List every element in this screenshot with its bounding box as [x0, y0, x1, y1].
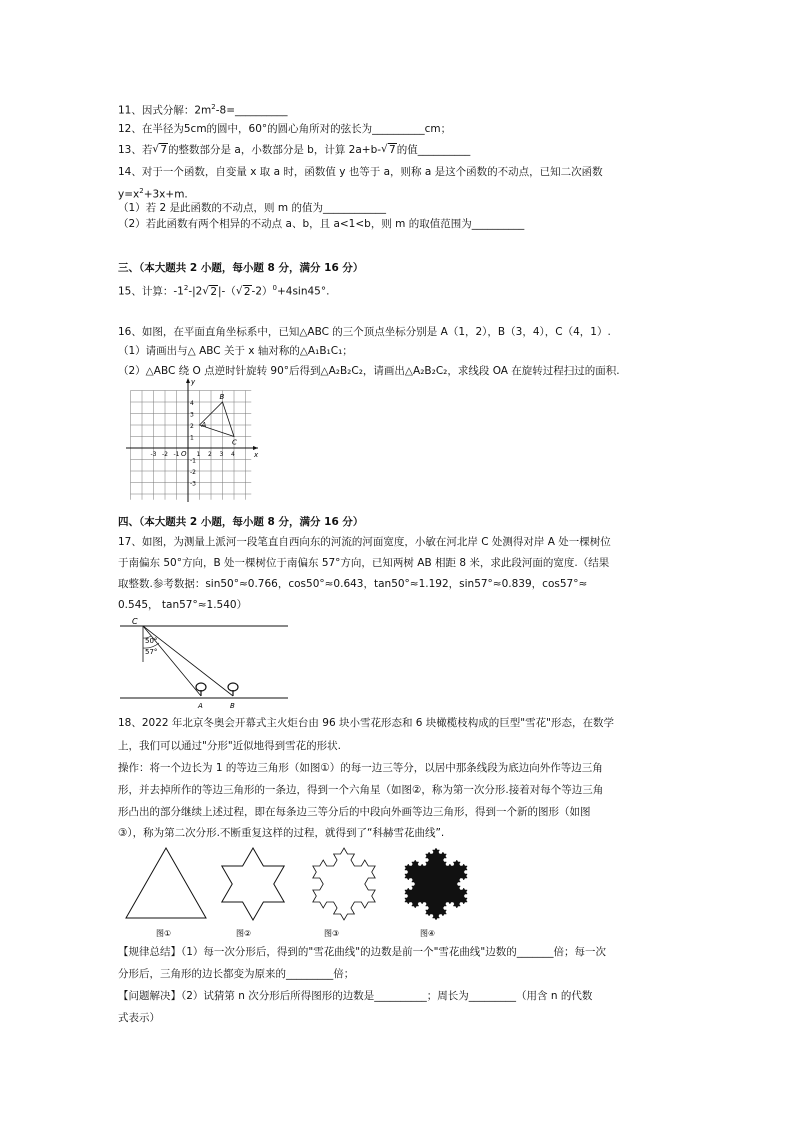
x-tick-label: 4: [231, 451, 235, 458]
question-15: 15、计算：$-1^2-|2√$ 2|-（√ 2-2）$^0$+4sin45°.: [118, 281, 329, 300]
question-18-line5: 形凸出的部分继续上述过程，即在每条边三等分后的中段向外画等边三角形，得到一个新的图形（如图: [118, 806, 591, 818]
y-tick-label: 1: [190, 434, 194, 442]
question-18-line2: 上，我们可以通过"分形"近似地得到雪花的形状.: [118, 740, 341, 752]
problem-solving-line1: 【问题解决】（2）试猜第 n 次分形后所得图形的边数是__________；周长为_________（用含 n 的代数: [118, 990, 593, 1002]
x-tick-label: -3: [150, 451, 157, 458]
section-4-heading: 四、（本大题共 2 小题，每小题 8 分，满分 16 分）: [118, 516, 364, 528]
angle-50-label: 50°: [145, 637, 158, 645]
question-16-part2: （2）△ABC 绕 O 点逆时针旋转 90°后得到△A₂B₂C₂，请画出△A₂B₂C₂，求线段 OA 在旋转过程扫过的面积.: [118, 365, 620, 377]
problem-solving-line2: 式表示）: [118, 1012, 160, 1024]
triangle-abc: [200, 402, 235, 437]
caption-figure-3: 图③: [324, 929, 340, 938]
question-16-part1: （1）请画出与△ ABC 关于 x 轴对称的△A₁B₁C₁；: [118, 345, 353, 357]
angle-57-label: 57°: [145, 648, 158, 656]
y-tick-label: -1: [190, 457, 196, 465]
question-17-line2: 于南偏东 50°方向，B 处一棵树位于南偏东 57°方向，已知两树 AB 相距 8 米，求此段河面的宽度.（结果: [118, 557, 610, 569]
y-tick-labels: [190, 400, 196, 488]
x-tick-label: 1: [196, 451, 201, 458]
question-13: 13、若√ 7的整数部分是 a，小数部分是 b，计算 2a+b-√ 7的值__________: [118, 143, 470, 158]
y-tick-label: 3: [190, 411, 194, 419]
rule-summary-line2: 分形后，三角形的边长都变为原来的_________倍；: [118, 968, 355, 980]
point-b-label: B: [230, 702, 235, 710]
vertex-label-b: B: [219, 393, 225, 401]
x-tick-label: -2: [162, 451, 168, 458]
figure-3-koch: [313, 848, 375, 920]
question-14-part1: （1）若 2 是此函数的不动点，则 m 的值为____________: [118, 202, 386, 214]
y-tick-label: -3: [190, 480, 196, 488]
x-tick-label: -1: [173, 451, 180, 458]
question-12: 12、在半径为5cm的圆中，60°的圆心角所对的弦长为__________cm；: [118, 123, 452, 135]
question-14-function: $y=x^2+3x+m$.: [118, 187, 188, 201]
x-axis-label: x: [254, 451, 259, 459]
question-17-line4: 0.545， tan57°≈1.540）: [118, 599, 248, 611]
point-c-label: C: [132, 617, 138, 626]
vertex-label-a: A: [201, 421, 207, 429]
question-18-line6: ③），称为第二次分形.不断重复这样的过程，就得到了“科赫雪花曲线”.: [118, 827, 445, 839]
figure-2-star: [222, 848, 284, 920]
question-18-line3: 操作：将一个边长为 1 的等边三角形（如图①）的每一边三等分，以居中那条线段为底边向外作等边三角: [118, 762, 603, 774]
caption-figure-1: 图①: [156, 929, 172, 938]
y-axis-arrow: [186, 378, 190, 383]
question-18-line1: 18、2022 年北京冬奥会开幕式主火炬台由 96 块小雪花形态和 6 块橄榄枝构成的巨型"雪花"形态，在数学: [118, 717, 614, 729]
question-18-line4: 形，并去掉所作的等边三角形的一条边，得到一个六角星（如图②，称为第一次分形.接着对每个等边三角: [118, 784, 604, 796]
figure-4-koch: [405, 848, 467, 920]
y-tick-label: 4: [190, 400, 194, 407]
question-14-part2: （2）若此函数有两个相异的不动点 a、b，且 a<1<b，则 m 的取值范围为__________: [118, 218, 525, 230]
question-11: 11、因式分解：$2m^2-8=\_\_\_\_\_\_\_\_\_\_$: [118, 103, 288, 117]
figure-1-triangle: [126, 848, 206, 918]
caption-figure-4: 图④: [420, 929, 436, 938]
x-axis-arrow: [253, 446, 258, 450]
x-tick-label: 3: [219, 451, 224, 458]
question-17-line1: 17、如图，为测量上派河一段笔直自西向东的河流的河面宽度，小敏在河北岸 C 处测得对岸 A 处一棵树位: [118, 536, 611, 548]
tree-b-icon: [228, 683, 238, 696]
point-a-label: A: [198, 702, 203, 710]
question-16-stem: 16、如图，在平面直角坐标系中，已知△ABC 的三个顶点坐标分别是 A（1，2），B（3，4），C（4，1）.: [118, 326, 611, 338]
triangle-vertex-labels: [201, 393, 238, 447]
coordinate-grid-figure: [118, 378, 268, 508]
river-figure: [118, 612, 298, 710]
question-17-line3: 取整数.参考数据：sin50°≈0.766，cos50°≈0.643，tan50°≈1.192，sin57°≈0.839，cos57°≈: [118, 578, 588, 590]
y-tick-label: 2: [190, 423, 194, 430]
x-tick-label: 2: [208, 451, 212, 458]
question-14-stem: 14、对于一个函数，自变量 x 取 a 时，函数值 y 也等于 a，则称 a 是这个函数的不动点，已知二次函数: [118, 166, 603, 178]
section-3-heading: 三、（本大题共 2 小题，每小题 8 分，满分 16 分）: [118, 262, 364, 274]
vertex-label-c: C: [232, 438, 237, 447]
koch-snowflake-figures: [118, 846, 518, 942]
rule-summary-line1: 【规律总结】（1）每一次分形后，得到的"雪花曲线"的边数是前一个"雪花曲线"边数的_______倍；每一次: [118, 946, 606, 958]
y-tick-label: -2: [190, 469, 196, 476]
origin-label: O: [181, 450, 187, 458]
tree-a-icon: [196, 683, 206, 696]
caption-figure-2: 图②: [236, 929, 252, 938]
y-axis-label: y: [191, 378, 196, 386]
